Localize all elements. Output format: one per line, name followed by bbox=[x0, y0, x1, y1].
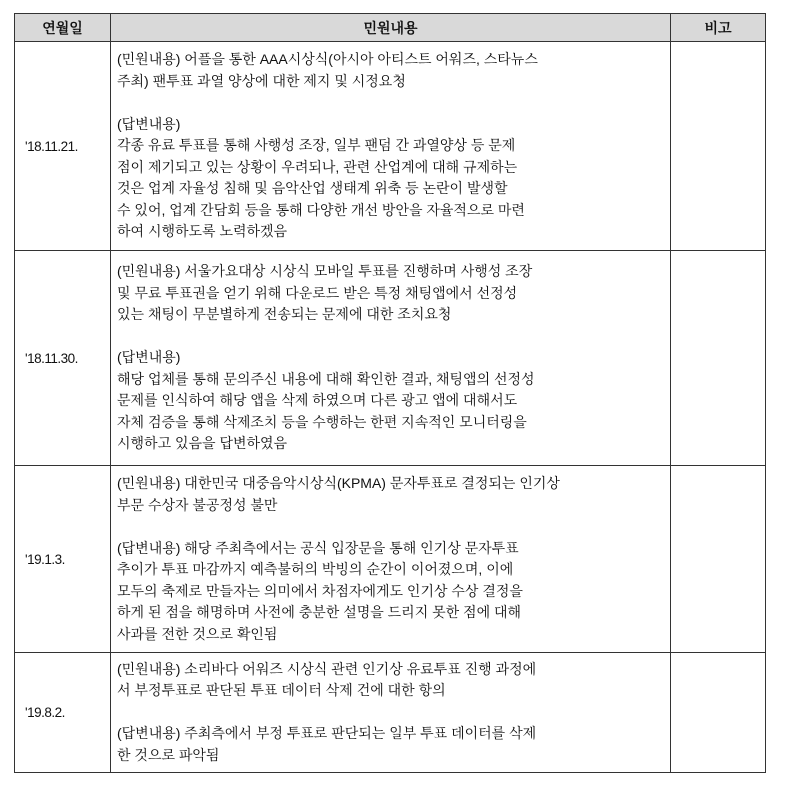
note-cell bbox=[671, 251, 766, 466]
answer-line: 한 것으로 파악됨 bbox=[117, 746, 220, 763]
answer-line: 모두의 축제로 만들자는 의미에서 차점자에게도 인기상 수상 결정을 bbox=[117, 582, 523, 599]
header-note: 비고 bbox=[671, 14, 766, 42]
complaint-line: 주최) 팬투표 과열 양상에 대한 제지 및 시정요청 bbox=[117, 72, 406, 89]
header-date: 연월일 bbox=[15, 14, 111, 42]
complaint-line: (민원내용) 서울가요대상 시상식 모바일 투표를 진행하며 사행성 조장 bbox=[117, 263, 533, 280]
content-cell bbox=[111, 251, 671, 466]
answer-line: 각종 유료 투표를 통해 사행성 조장, 일부 팬덤 간 과열양상 등 문제 bbox=[117, 137, 516, 154]
answer-line: 것은 업계 자율성 침해 및 음악산업 생태계 위축 등 논란이 발생할 bbox=[117, 180, 508, 197]
complaint-line: 부문 수상자 불공정성 불만 bbox=[117, 496, 278, 513]
content-cell bbox=[111, 42, 671, 251]
spacer bbox=[117, 516, 662, 538]
answer-line: 문제를 인식하여 해당 앱을 삭제 하였으며 다른 광고 앱에 대해서도 bbox=[117, 392, 518, 409]
answer-line: (답변내용) 주최측에서 부정 투표로 판단되는 일부 투표 데이터를 삭제 bbox=[117, 725, 537, 742]
complaint-line: (민원내용) 어플을 통한 AAA시상식(아시아 아티스트 어워즈, 스타뉴스 bbox=[117, 51, 538, 68]
answer-line: 사과를 전한 것으로 확인됨 bbox=[117, 625, 278, 642]
date-cell: '18.11.21. bbox=[15, 42, 111, 251]
answer-line: 점이 제기되고 있는 상황이 우려되나, 관련 산업계에 대해 규제하는 bbox=[117, 158, 518, 175]
complaints-table bbox=[14, 13, 766, 773]
table-row bbox=[15, 466, 766, 653]
complaint-line: (민원내용) 대한민국 대중음악시상식(KPMA) 문자투표로 결정되는 인기상 bbox=[117, 475, 560, 491]
content-cell bbox=[111, 653, 671, 773]
answer-line: 하게 된 점을 해명하며 사전에 충분한 설명을 드리지 못한 점에 대해 bbox=[117, 604, 522, 620]
table-row bbox=[15, 251, 766, 466]
answer-line: 시행하고 있음을 답변하였음 bbox=[117, 435, 288, 452]
header-row bbox=[15, 14, 766, 42]
note-cell bbox=[671, 653, 766, 773]
answer-line: (답변내용) bbox=[117, 349, 181, 366]
answer-line: 추이가 투표 마감까지 예측불허의 박빙의 순간이 이어졌으며, 이에 bbox=[117, 561, 514, 577]
spacer bbox=[117, 702, 662, 724]
answer-line: 수 있어, 업계 간담회 등을 통해 다양한 개선 방안을 자율적으로 마련 bbox=[117, 201, 525, 218]
note-cell bbox=[671, 42, 766, 251]
date-cell: '19.8.2. bbox=[15, 653, 111, 773]
complaint-line: 서 부정투표로 판단된 투표 데이터 삭제 건에 대한 항의 bbox=[117, 682, 446, 699]
answer-line: 하여 시행하도록 노력하겠음 bbox=[117, 223, 288, 240]
content-cell bbox=[111, 466, 671, 653]
spacer bbox=[117, 92, 662, 114]
note-cell bbox=[671, 466, 766, 653]
answer-line: 해당 업체를 통해 문의주신 내용에 대해 확인한 결과, 채팅앱의 선정성 bbox=[117, 370, 535, 387]
table-row bbox=[15, 653, 766, 773]
answer-line: 자체 검증을 통해 삭제조치 등을 수행하는 한편 지속적인 모니터링을 bbox=[117, 413, 527, 430]
spacer bbox=[117, 326, 662, 348]
answer-line: (답변내용) bbox=[117, 115, 181, 132]
complaint-line: 있는 채팅이 무분별하게 전송되는 문제에 대한 조치요청 bbox=[117, 306, 452, 323]
date-cell: '19.1.3. bbox=[15, 466, 111, 653]
table-row bbox=[15, 42, 766, 251]
complaint-line: (민원내용) 소리바다 어워즈 시상식 관련 인기상 유료투표 진행 과정에 bbox=[117, 660, 537, 677]
header-content: 민원내용 bbox=[111, 14, 671, 42]
complaint-line: 및 무료 투표권을 얻기 위해 다운로드 받은 특정 채팅앱에서 선정성 bbox=[117, 284, 518, 301]
date-cell: '18.11.30. bbox=[15, 251, 111, 466]
answer-line: (답변내용) 해당 주최측에서는 공식 입장문을 통해 인기상 문자투표 bbox=[117, 539, 519, 556]
